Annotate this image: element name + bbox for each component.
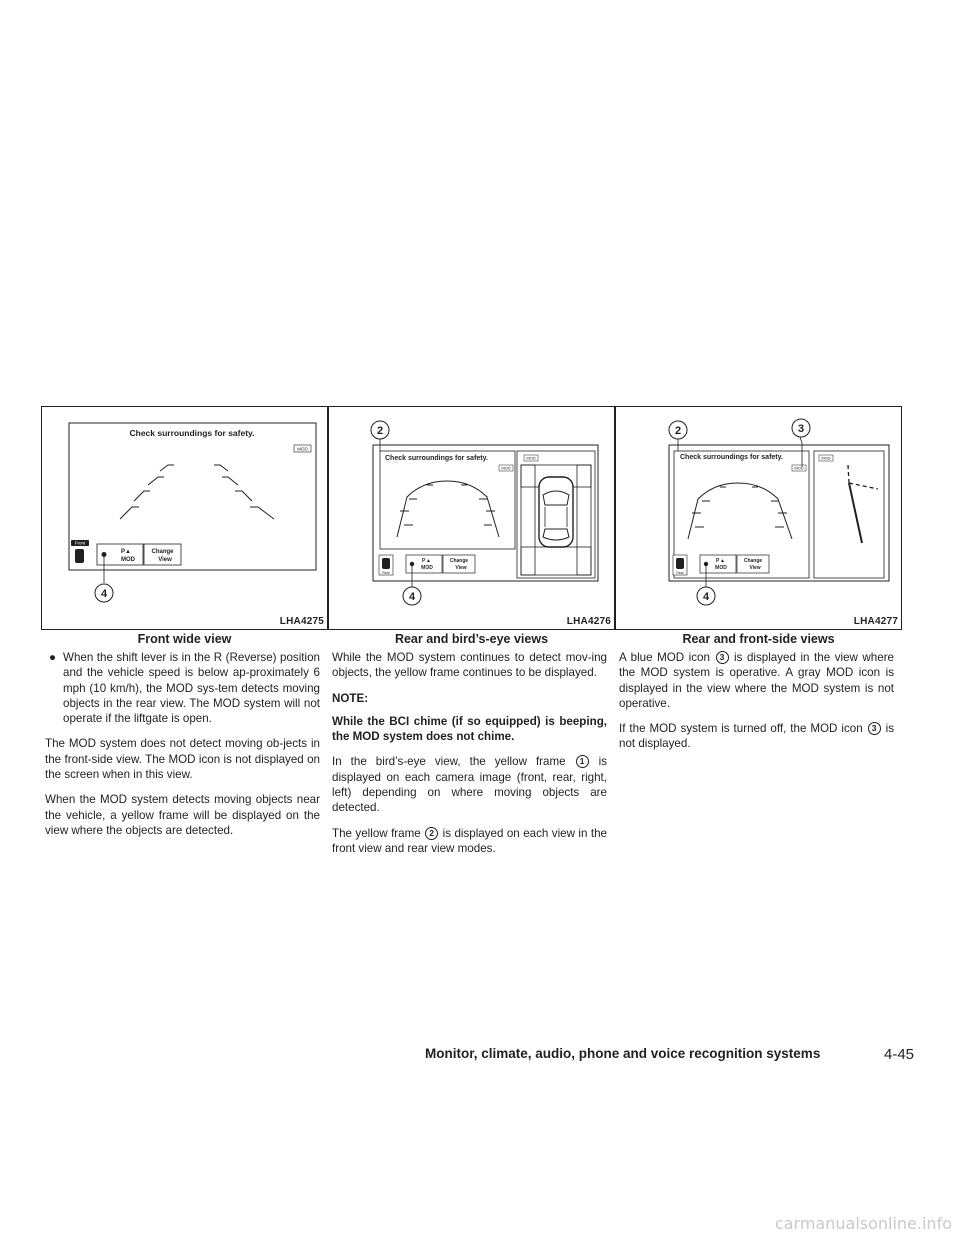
front-wide-view-illustration [42,407,329,631]
svg-text:P: P [422,558,426,564]
svg-text:P: P [716,558,720,564]
ref-number-3: 3 [716,651,729,664]
bullet-text: When the shift lever is in the R (Reverse) position and the vehicle speed is below ap-proximately 6 mph (10 km/h), the MOD sys-tem detects moving objects in the rear view. The MOD system will not operate if the liftgate is open. [63,651,320,726]
figure-caption: Rear and front-side views [682,632,835,646]
svg-text:Change: Change [449,558,469,564]
paragraph: In the bird’s-eye view, the yellow frame 1 is displayed on each camera image (front, rear, right, left) depending on where moving objects are detected. [332,755,607,815]
rear-birds-eye-illustration [329,407,616,631]
callout-3: 3 [797,423,805,435]
svg-text:Rear: Rear [382,571,390,575]
callout-4: 4 [100,588,108,600]
svg-text:View: View [455,565,467,571]
svg-text:View: View [749,565,761,571]
paragraph: The MOD system does not detect moving ob-jects in the front-side view. The MOD icon is not displayed on the screen when in this view. [45,737,320,782]
mod-badge: MOD [794,465,804,471]
ref-number-3: 3 [868,722,881,735]
callout-4: 4 [702,591,710,603]
callout-2: 2 [674,425,682,437]
paragraph: While the MOD system continues to detect mov-ing objects, the yellow frame continues to be displayed. [332,651,607,680]
svg-text:MOD: MOD [121,557,135,563]
bullet-paragraph [45,650,320,726]
callout-4: 4 [408,591,416,603]
svg-text:▲: ▲ [125,549,131,555]
rear-view-icon [379,555,393,575]
change-view-button[interactable] [737,555,769,573]
paragraph: The yellow frame 2 is displayed on each view in the front view and rear view modes. [332,826,607,855]
screen-message: Check surroundings for safety. [680,454,783,461]
watermark: carmanualsonline.info [774,1214,952,1233]
figure-caption: Front wide view [137,632,232,646]
paragraph: A blue MOD icon 3 is displayed in the view where the MOD system is operative. A gray MOD icon is displayed in the view where the MOD system is not operative. [619,651,894,710]
page-number: 4-45 [884,1046,915,1063]
note-text: While the BCI chime (if so equipped) is beeping, the MOD system does not chime. [332,714,607,744]
screen-message: Check surroundings for safety. [129,428,255,438]
svg-text:▲: ▲ [426,558,431,564]
mod-button[interactable] [700,555,736,573]
paragraph: If the MOD system is turned off, the MOD icon 3 is not displayed. [619,722,894,751]
mod-badge-2: MOD [526,455,536,461]
svg-text:MOD: MOD [421,565,433,571]
rear-front-side-illustration [616,407,903,631]
mod-badge: MOD [501,465,511,471]
rear-view-icon [673,555,687,575]
svg-text:P: P [121,549,126,555]
figure-code: LHA4277 [853,616,898,627]
text-column-3 [619,650,894,762]
svg-text:Rear: Rear [676,571,684,575]
ref-number-2: 2 [425,827,438,840]
change-view-button[interactable] [443,555,475,573]
svg-text:MOD: MOD [715,565,727,571]
figure-front-wide-view [41,406,328,630]
svg-text:View: View [158,557,172,563]
text-column-2 [332,650,607,866]
text-column-1 [45,650,320,848]
mod-button[interactable] [406,555,442,573]
svg-text:▲: ▲ [720,558,725,564]
callout-2: 2 [376,425,384,437]
note-heading: NOTE: [332,691,369,705]
figure-code: LHA4276 [566,616,611,627]
figure-rear-front-side-views [615,406,902,630]
figure-code: LHA4275 [279,616,324,627]
car-top-view-icon [539,477,573,547]
section-title: Monitor, climate, audio, phone and voice recognition systems [425,1046,821,1061]
figure-rear-birds-eye-views [328,406,615,630]
svg-text:Change: Change [743,558,763,564]
figure-caption: Rear and bird’s-eye views [394,632,549,646]
mod-badge-2: MOD [821,455,831,461]
screen-message: Check surroundings for safety. [385,455,488,462]
change-view-button[interactable] [144,544,181,565]
paragraph: When the MOD system detects moving objects near the vehicle, a yellow frame will be displayed on the view where the objects are detected. [45,793,320,837]
ref-number-1: 1 [576,755,589,768]
svg-text:Front: Front [74,540,86,546]
bullet-icon: ● [49,651,57,664]
mod-badge: MOD [297,446,308,452]
svg-text:Change: Change [151,549,174,555]
